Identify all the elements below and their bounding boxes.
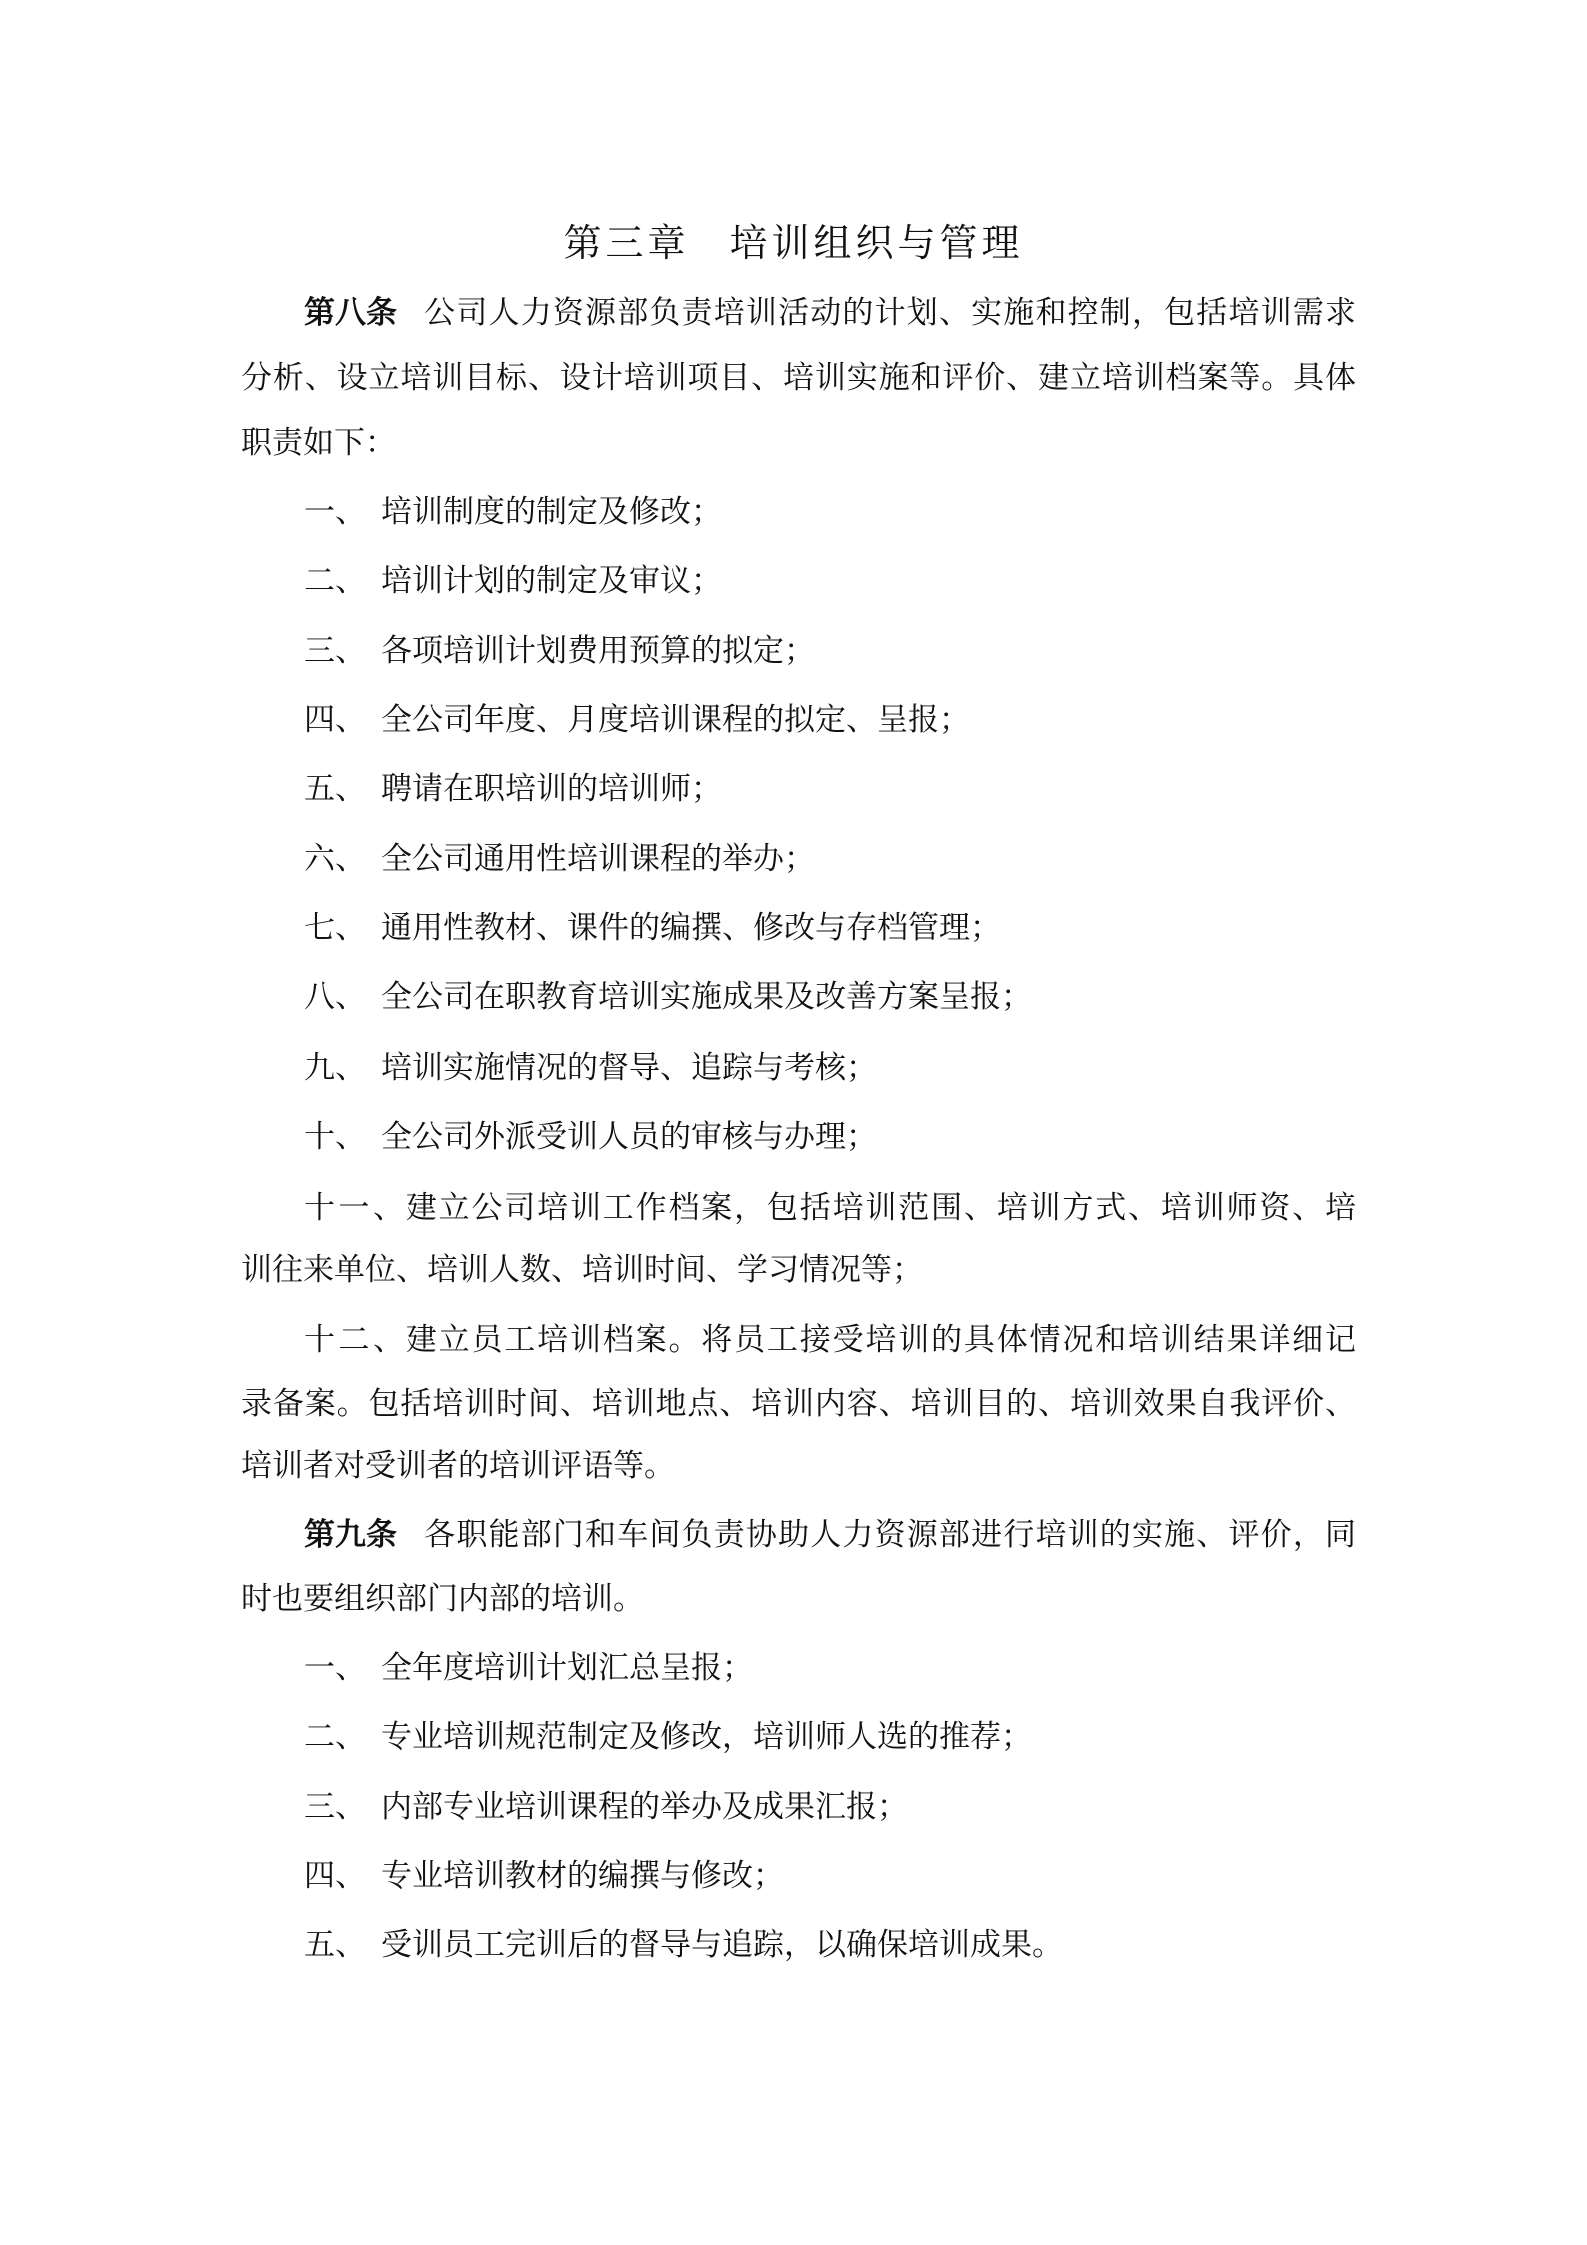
list-text: 全公司外派受训人员的审核与办理； [381,1119,877,1155]
list-item [241,1185,1356,1231]
list-number: 五、 [304,771,366,807]
list-number: 四、 [304,702,366,738]
paragraph-text: 公司人力资源部负责培训活动的计划、实施和控制，包括培训需求 [423,295,1356,331]
list-text: 通用性教材、课件的编撰、修改与存档管理； [381,910,1001,946]
list-number: 七、 [304,910,366,946]
list-text: 培训者对受训者的培训评语等。 [241,1448,675,1484]
list-text: 内部专业培训课程的举办及成果汇报； [381,1789,908,1825]
list-item [241,1317,1356,1363]
list-text: 录备案。包括培训时间、培训地点、培训内容、培训目的、培训效果自我评价、 [241,1386,1356,1422]
list-item [241,628,1356,674]
list-item [241,1114,1356,1160]
article-label: 第九条 [304,1517,397,1553]
list-text: 全公司年度、月度培训课程的拟定、呈报； [381,702,970,738]
list-number: 一、 [304,494,366,530]
article-8-line [241,290,1356,336]
list-number: 五、 [304,1927,366,1963]
list-text: 专业培训教材的编撰与修改； [381,1858,784,1894]
paragraph-text: 时也要组织部门内部的培训。 [241,1581,644,1617]
list-number: 四、 [304,1858,366,1894]
chapter-number: 第三章 [563,221,690,265]
list-text: 全年度培训计划汇总呈报； [381,1650,753,1686]
list-number: 九、 [304,1050,366,1086]
list-text: 全公司通用性培训课程的举办； [381,841,815,877]
article-8-line [241,355,1356,401]
list-number: 六、 [304,841,366,877]
list-item [241,1922,1356,1968]
list-number: 三、 [304,1789,366,1825]
list-text: 专业培训规范制定及修改，培训师人选的推荐； [381,1719,1032,1755]
list-text: 培训实施情况的督导、追踪与考核； [381,1050,877,1086]
article-8-line [241,420,1356,466]
list-text: 建立公司培训工作档案，包括培训范围、培训方式、培训师资、培 [404,1190,1356,1226]
list-item [241,1784,1356,1830]
article-9-line [241,1512,1356,1558]
list-item [241,1714,1356,1760]
list-item [241,697,1356,743]
list-number: 二、 [304,563,366,599]
list-text: 全公司在职教育培训实施成果及改善方案呈报； [381,979,1032,1015]
list-number: 十、 [304,1119,366,1155]
list-item [241,558,1356,604]
list-item-continued [241,1443,1356,1489]
paragraph-text: 分析、设立培训目标、设计培训项目、培训实施和评价、建立培训档案等。具体 [241,360,1356,396]
article-9-line [241,1576,1356,1622]
list-text: 训往来单位、培训人数、培训时间、学习情况等； [241,1252,923,1288]
list-text: 聘请在职培训的培训师； [381,771,722,807]
list-item [241,1045,1356,1091]
chapter-title [0,212,1587,267]
list-item [241,766,1356,812]
article-label: 第八条 [304,295,397,331]
list-item [241,905,1356,951]
list-item [241,1853,1356,1899]
list-item [241,489,1356,535]
list-item [241,836,1356,882]
list-text: 各项培训计划费用预算的拟定； [381,633,815,669]
list-number: 一、 [304,1650,366,1686]
paragraph-text: 职责如下： [241,425,396,461]
list-number: 十一、 [304,1190,404,1226]
list-item-continued [241,1381,1356,1427]
list-number: 三、 [304,633,366,669]
list-text: 培训制度的制定及修改； [381,494,722,530]
list-number: 八、 [304,979,366,1015]
list-text: 建立员工培训档案。将员工接受培训的具体情况和培训结果详细记 [404,1322,1356,1358]
list-text: 培训计划的制定及审议； [381,563,722,599]
list-text: 受训员工完训后的督导与追踪，以确保培训成果。 [381,1927,1063,1963]
list-item [241,974,1356,1020]
list-item [241,1645,1356,1691]
list-number: 二、 [304,1719,366,1755]
list-number: 十二、 [304,1322,404,1358]
chapter-name: 培训组织与管理 [729,221,1024,265]
list-item-continued [241,1247,1356,1293]
paragraph-text: 各职能部门和车间负责协助人力资源部进行培训的实施、评价，同 [423,1517,1356,1553]
